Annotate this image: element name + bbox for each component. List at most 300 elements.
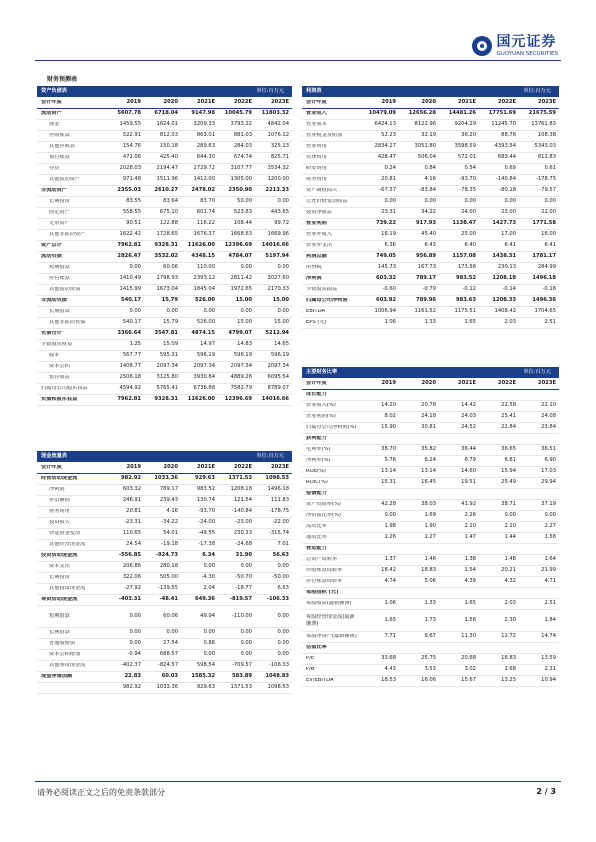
cell-value: 1.38 [464,556,476,563]
cell-value: 1.69 [424,512,436,519]
cell-value: 917.93 [415,220,436,227]
page-header [0,0,596,62]
row-label: 财务费用 [49,509,70,515]
balance-sheet-table [37,86,292,406]
table-row [302,175,559,186]
cell-value: 0.00 [277,264,289,271]
table-row [37,230,292,241]
cell-value: 31.90 [235,552,252,559]
table-row [302,654,559,665]
row-label: 资产减值损失 [306,188,338,194]
cell-value: 12.72 [501,633,516,640]
cell-value: 60.06 [163,264,178,271]
table-row [37,540,292,551]
cell-value: 25.00 [461,231,476,238]
cell-value: 1673.04 [156,286,178,293]
cell-value: 583.89 [231,673,252,680]
row-label: 投资活动现金流 [41,553,78,559]
cell-value: 0.00 [277,563,289,570]
cell-value: 11626.00 [187,242,215,249]
cell-value: 5765.41 [156,385,178,392]
table-row [302,632,559,643]
cell-value: 2393.12 [193,275,215,282]
table-row [37,351,292,362]
cell-value: -0.12 [462,286,476,293]
table-row [37,142,292,153]
cell-value: 6.79 [464,457,476,464]
cell-value: 3.53 [424,666,436,673]
cell-value: 1.84 [544,616,556,623]
table-row [37,186,292,197]
table-row [302,676,559,687]
cell-value: 567.77 [122,352,141,359]
cell-value: 506.04 [417,154,436,161]
cell-value: 34.22 [421,209,436,216]
cell-value: 88.76 [501,132,516,139]
table-row [37,362,292,373]
cell-value: 15.67 [461,677,476,684]
row-label: 营业利润(%) [306,414,336,420]
row-label: 流动比率 [306,524,327,530]
cell-value: 13761.83 [531,121,556,128]
table-row [37,109,292,120]
cell-value: 2028.03 [119,165,141,172]
table-row [37,208,292,219]
income-statement-table [302,86,559,329]
cell-value: 0.88 [203,640,215,647]
cell-value: 2.51 [544,600,556,607]
cell-value: 22.58 [501,402,516,409]
cell-value: 14481.26 [448,110,476,117]
cell-value: -0.14 [502,286,516,293]
table-row [37,285,292,296]
table-row [302,588,559,599]
table-row [37,384,292,395]
cell-value: 13.25 [501,677,516,684]
cell-value: 14.65 [274,341,289,348]
cell-value: -403.31 [118,596,141,603]
cell-value: 1972.65 [230,286,252,293]
cell-value: -0.94 [127,651,141,658]
table-row [37,595,292,606]
cell-value: 4799.07 [228,330,252,337]
cell-value: 1511.96 [156,176,178,183]
cell-value: 1.98 [384,523,396,530]
brand-logo [472,32,558,60]
cell-value: 2097.34 [193,363,215,370]
financial-ratios-table [302,367,559,687]
cell-value: 54.01 [163,530,178,537]
cell-value: 33.68 [381,655,396,662]
table-row [302,423,559,434]
cell-value: 3051.80 [414,143,436,150]
cell-value: 1208.18 [230,486,252,493]
row-label: 负债合计 [41,331,62,337]
cell-value: 17751.69 [488,110,516,117]
table-row [37,131,292,142]
cell-value: 1.56 [464,616,476,623]
table-row [302,186,559,197]
cell-value: 20.81 [126,508,141,515]
table-row [37,639,292,650]
cell-value: 13.14 [381,468,396,475]
row-label: 投资损失 [49,520,70,526]
table-row [302,263,559,274]
cell-value: 0.00 [166,629,178,636]
row-label: 净利润 [49,487,65,493]
year-header: 2023E [538,379,556,386]
cell-value: 22.83 [124,673,141,680]
unit-label: 单位:百万元 [256,87,284,94]
cell-value: 14.20 [381,402,396,409]
row-label: 营业外收入 [306,232,332,238]
cell-value: 24.54 [126,541,141,548]
cell-value: 2826.47 [117,253,141,260]
row-label: 长期借款 [49,630,70,636]
cell-value: 789.17 [159,486,178,493]
cell-value: 1781.17 [532,253,556,260]
table-row [302,142,559,153]
cell-value: 1.64 [544,556,556,563]
cell-value: 6095.54 [267,374,289,381]
table-row [302,566,559,577]
cell-value: 1.27 [424,534,436,541]
cell-value: 24.52 [461,424,476,431]
row-label: 筹资活动现金流 [41,597,78,603]
cell-value: 789.17 [415,275,436,282]
table-row [37,307,292,318]
table-row [37,120,292,131]
row-label: ROE(%) [306,469,326,475]
cell-value: 523.83 [233,209,252,216]
cell-value: 1371.53 [228,475,252,482]
cell-value: 14016.66 [261,396,289,403]
cell-value: -556.85 [118,552,141,559]
cell-value: 596.19 [196,352,215,359]
cell-value: 0.61 [544,165,556,172]
table-row [302,307,559,318]
cell-value: 6424.13 [374,121,396,128]
row-label: 长期借款 [49,309,70,315]
cell-value: 0.24 [384,165,396,172]
table-row [37,263,292,274]
cell-value: 14.97 [200,341,215,348]
table-title: 主要财务比率 [306,368,338,375]
cell-value: 983.52 [196,486,215,493]
cell-value: 1006.94 [374,308,396,315]
cell-value: 428.47 [377,154,396,161]
cell-value: 15.09 [163,341,178,348]
table-row [37,496,292,507]
cell-value: 1427.73 [492,220,516,227]
row-label: 长期投资 [49,199,70,205]
row-label: 其他应收款 [49,144,75,150]
cell-value: 0.00 [277,651,289,658]
cell-value: 595.31 [159,352,178,359]
cell-value: 4889.26 [230,374,252,381]
cell-value: 9147.98 [191,110,215,117]
cell-value: 284.03 [233,143,252,150]
cell-value: 25.41 [501,413,516,420]
cell-value: 206.86 [122,563,141,570]
cell-value: 572.01 [457,154,476,161]
row-label: 每股指标 (元) [306,590,339,596]
table-row [37,507,292,518]
table-row [37,518,292,529]
cell-value: 1098.53 [265,475,289,482]
cell-value: 1.90 [424,523,436,530]
cell-value: 2.10 [504,523,516,530]
cell-value: 25.49 [501,479,516,486]
table-row [37,153,292,164]
cell-value: 1415.99 [119,286,141,293]
cell-value: 1624.01 [156,121,178,128]
cell-value: -0.60 [382,286,396,293]
row-label: 偿债能力 [306,491,327,497]
cell-value: 1.25 [129,341,141,348]
table-row [302,164,559,175]
cell-value: 24.03 [461,413,476,420]
cell-value: 99.72 [274,220,289,227]
cell-value: 1138.47 [452,220,476,227]
cell-value: 3027.60 [267,275,289,282]
cell-value: 7582.79 [230,385,252,392]
cell-value: 7962.81 [117,242,141,249]
cell-value: 10045.79 [224,110,252,117]
header-divider [35,60,561,61]
row-label: 其他流动负债 [49,287,81,293]
table-row [302,511,559,522]
table-row [37,318,292,329]
cell-value: 1033.36 [156,684,178,691]
table-row [37,219,292,230]
cell-value: 2.04 [203,585,215,592]
cell-value: -178.75 [268,508,289,515]
cell-value: 0.00 [464,198,476,205]
cell-value: -93.70 [459,176,476,183]
cell-value: 3532.02 [154,253,178,260]
row-label: 普通股增加 [49,641,75,647]
row-label: 归属母公司净利润 [306,298,348,304]
cell-value: 25.75 [421,655,436,662]
cell-value: 2097.34 [230,363,252,370]
row-label: 利润总额 [306,254,327,260]
cell-value: 15.79 [161,297,178,304]
cell-value: -178.75 [535,176,556,183]
cell-value: 15.00 [237,319,252,326]
cell-value: 1.44 [504,534,516,541]
cell-value: 14.74 [541,633,556,640]
table-row [302,109,559,120]
table-row [302,467,559,478]
cell-value: 38.03 [421,501,436,508]
cell-value: 1157.08 [452,253,476,260]
cell-value: 27.54 [163,640,178,647]
table-row [37,164,292,175]
cell-value: 21.99 [541,567,556,574]
cell-value: 36.44 [461,446,476,453]
cell-value: 50.00 [237,198,252,205]
row-label: 财务费用 [306,177,327,183]
cell-value: 56.63 [272,552,289,559]
cell-value: -110.00 [231,612,252,619]
row-label: 非流动负债 [41,298,67,304]
table-row [302,555,559,566]
cell-value: 7.71 [384,633,396,640]
row-label: EV/EBITDA [306,678,334,684]
table-row [37,485,292,496]
year-header: 2022E [498,379,516,386]
cell-value: 596.19 [270,352,289,359]
cell-value: 4.43 [384,666,396,673]
cell-value: 1.46 [424,556,436,563]
cell-value: 522.91 [122,132,141,139]
cell-value: 3125.80 [156,374,178,381]
cell-value: 3366.64 [117,330,141,337]
cell-value: 11803.32 [261,110,289,117]
cell-value: 154.76 [122,143,141,150]
row-label: 投资净收益 [306,210,332,216]
cell-value: 4348.15 [191,253,215,260]
cell-value: 1.48 [504,556,516,563]
row-label: 预付账款 [49,155,70,161]
year-header: 2019 [381,379,396,386]
row-label: 其他筹资现金流 [49,663,86,669]
row-label: 短期借款 [49,613,70,619]
row-label: 净利率(%) [306,458,331,464]
table-row [37,340,292,351]
row-label: 营业收入(%) [306,403,336,409]
table-row [37,241,292,252]
row-label: 少数股东权益 [41,342,73,348]
table-title-bar [37,451,292,462]
table-header-row [37,462,292,474]
cell-value: 982.92 [120,475,141,482]
cell-value: 230.33 [233,530,252,537]
row-label: EBITDA [306,309,325,315]
cell-value: 1.33 [424,600,436,607]
cell-value: 14.83 [237,341,252,348]
cell-value: 0.00 [166,308,178,315]
table-row [37,329,292,340]
cell-value: 1668.63 [230,231,252,238]
row-label: 每股净资产(最新摊薄) [306,634,357,640]
cell-value: 6.41 [544,242,556,249]
row-label: 资本支出 [49,564,70,570]
cell-value: -27.92 [124,585,141,592]
cell-value: 23.00 [501,209,516,216]
cell-value: 36.20 [461,132,476,139]
row-label: 所得税 [306,265,322,271]
table-title-bar [37,86,292,97]
row-label: 管理费用 [306,155,327,161]
cell-value: 3.02 [464,666,476,673]
cell-value: 18.53 [381,677,396,684]
cell-value: 1.06 [384,600,396,607]
cell-value: 812.03 [159,132,178,139]
cell-value: 6.24 [424,457,436,464]
cell-value: 12396.69 [224,242,252,249]
cell-value: 83.55 [126,198,141,205]
table-row [302,274,559,285]
cell-value: -80.18 [499,187,516,194]
cell-value: 4842.04 [267,121,289,128]
cell-value: -709.57 [231,662,252,669]
cell-value: 108.38 [537,132,556,139]
row-label: 速动比率 [306,535,327,541]
cell-value: 4.16 [166,508,178,515]
table-row [302,478,559,489]
cell-value: 1.37 [384,556,396,563]
cell-value: 1.06 [384,319,396,326]
table-row [302,522,559,533]
unit-label: 单位:百万元 [256,452,284,459]
cell-value: 167.73 [417,264,436,271]
cell-value: 2.03 [504,319,516,326]
cell-value: 15.31 [381,479,396,486]
row-label: 资本公积 [49,364,70,370]
cell-value: 0.00 [203,308,215,315]
cell-value: 14.60 [461,468,476,475]
table-row [302,318,559,329]
cell-value: 2.26 [464,512,476,519]
cell-value: 110.00 [196,264,215,271]
cell-value: 13.14 [421,468,436,475]
cell-value: -106.33 [266,596,289,603]
cell-value: 0.00 [240,651,252,658]
cell-value: 284.99 [537,264,556,271]
cell-value: 3598.59 [454,143,476,150]
row-label: P/B [306,667,315,673]
year-header: 2023E [271,98,289,105]
cell-value: 1438.31 [492,253,516,260]
cell-value: 22.10 [541,402,556,409]
row-label: 其他流动资产 [49,177,81,183]
cell-value: -48.41 [159,596,178,603]
cell-value: 38.71 [501,501,516,508]
cell-value: -824.57 [157,662,178,669]
cell-value: 505.00 [159,574,178,581]
cell-value: 239.43 [159,497,178,504]
cell-value: 9.67 [424,633,436,640]
cell-value: 83.64 [163,198,178,205]
row-label: 现金 [49,122,60,128]
cell-value: 0.69 [504,165,516,172]
cell-value: 0.00 [129,612,141,619]
row-label: 营业利润 [306,221,327,227]
cell-value: 60.06 [163,612,178,619]
cell-value: 2213.33 [265,187,289,194]
cell-value: 1.65 [384,616,396,623]
cell-value: 18.83 [421,567,436,574]
cell-value: 675.10 [159,209,178,216]
row-label: 研发费用 [306,166,327,172]
table-row [302,131,559,142]
cell-value: 6.90 [544,457,556,464]
cell-value: 971.48 [122,176,141,183]
cell-value: 289.63 [196,143,215,150]
table-row [302,577,559,588]
table-row [302,153,559,164]
row-label: 每股经营现金流(最新摊薄) [306,613,355,627]
cell-value: 6.34 [202,552,215,559]
cell-value: 2.31 [544,666,556,673]
cell-value: 6.36 [384,242,396,249]
cell-value: 4.74 [384,578,396,585]
cell-value: 1076.12 [267,132,289,139]
cell-value: 5197.94 [265,253,289,260]
cell-value: 443.65 [270,209,289,216]
